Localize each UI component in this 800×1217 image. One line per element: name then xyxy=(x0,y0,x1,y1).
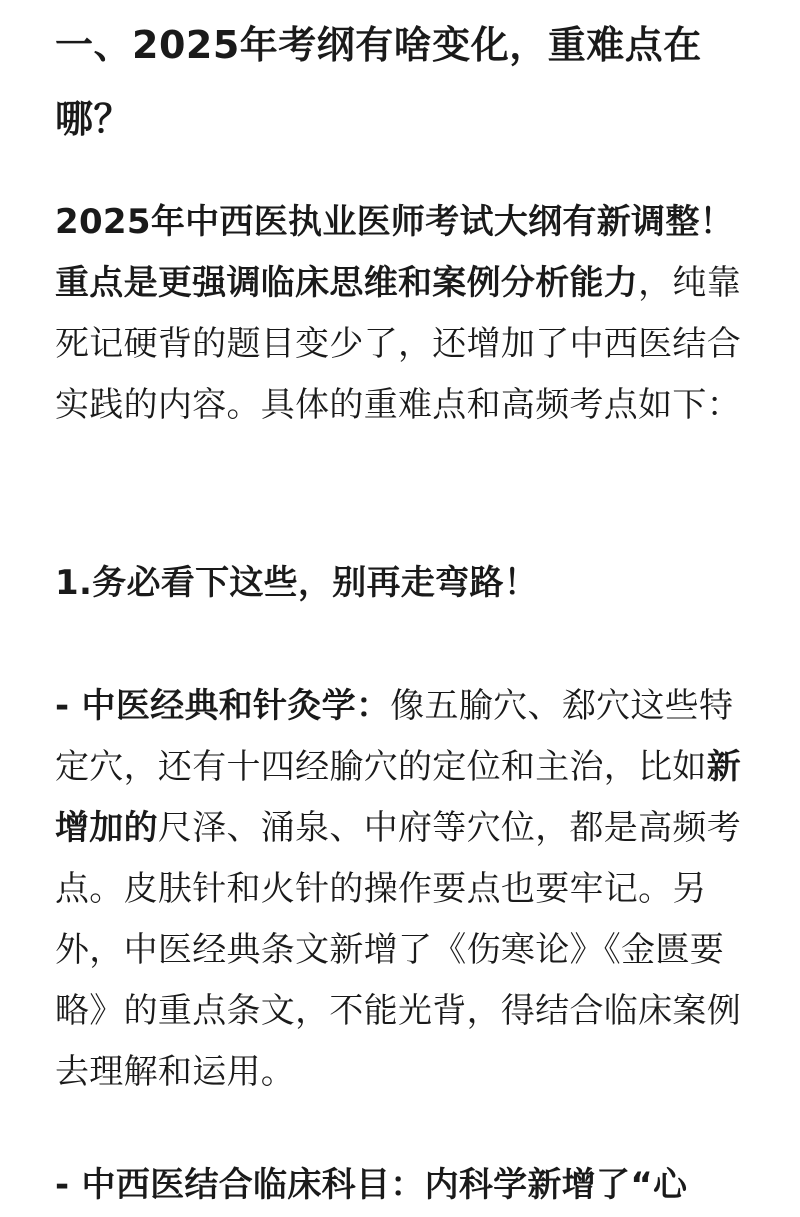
section-heading: 一、2025年考纲有啥变化，重难点在哪？ xyxy=(55,23,702,141)
item-label: - 中西医结合临床科目： xyxy=(55,1165,425,1205)
item-text: 像五腧穴、郄穴这些特定穴，还有十四经腧穴的定位和主治，比如 xyxy=(55,686,734,787)
list-item-integrated-clinical xyxy=(55,1155,745,1216)
subheading: 1.务必看下这些，别再走弯路！ xyxy=(55,563,539,603)
item-label: - 中医经典和针灸学： xyxy=(55,686,391,726)
intro-text: ，纯靠死记硬背的题目变少了，还增加了中西医结合实践的内容。具体的重难点和高频考点如下： xyxy=(55,263,742,425)
intro-emphasis: 2025年中西医执业医师考试大纲有新调整！重点是更强调临床思维和案例分析能力 xyxy=(55,202,734,303)
list-item-tcm-classics xyxy=(55,676,745,1103)
item-highlight: 新增加的 xyxy=(55,747,742,848)
item-text: 内科学新增了“心 xyxy=(424,1165,688,1205)
intro-paragraph xyxy=(55,192,745,436)
item-text-continued: 尺泽、涌泉、中府等穴位，都是高频考点。皮肤针和火针的操作要点也要牢记。另外，中医经典条文新增了《伤寒论》《金匮要略》的重点条文，不能光背，得结合临床案例去理解和运用。 xyxy=(55,808,742,1092)
